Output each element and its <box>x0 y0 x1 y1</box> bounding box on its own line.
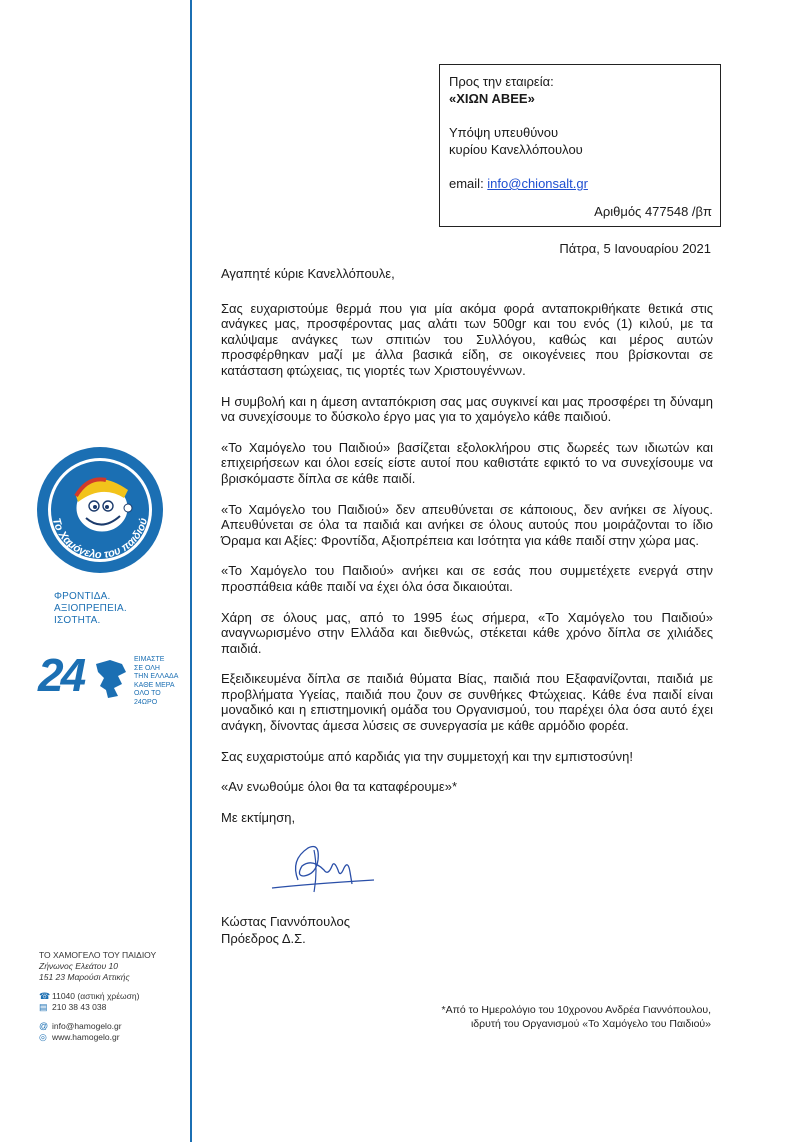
contact-email[interactable]: info@hamogelo.gr <box>52 1021 122 1031</box>
footnote <box>442 1003 711 1031</box>
closing-line: Με εκτίμηση, <box>221 809 296 825</box>
badge-number: 24 <box>38 649 84 701</box>
badge-text: ΕΙΜΑΣΤΕ ΣΕ ΟΛΗ ΤΗΝ ΕΛΛΑΔΑ ΚΑΘΕ ΜΕΡΑ ΟΛΟ ΤΟ 24ΩΡΟ <box>134 656 179 706</box>
footnote-line: *Από το Ημερολόγιο του 10χρονου Ανδρέα Γιαννόπουλου, <box>441 1004 711 1016</box>
recipient-email-link[interactable]: info@chionsalt.gr <box>487 176 588 191</box>
recipient-company: «ΧΙΩΝ ΑΒΕΕ» <box>449 91 535 106</box>
print-icon: ▤ <box>39 1002 48 1012</box>
recipient-email-line <box>449 175 720 192</box>
signer-block <box>221 913 350 947</box>
paragraph: Χάρη σε όλους μας, από το 1995 έως σήμερα, «Το Χαμόγελο του Παιδιού» αναγνωρισμένο στην Ελλάδα και διεθνώς, στέκεται κάθε χρόνο δίπλα σε χιλιάδες παιδιά. <box>221 609 713 656</box>
paragraph: Σας ευχαριστούμε θερμά που για μία ακόμα φορά ανταποκριθήκατε θετικά στις ανάγκες μας, προσφέροντας μας αλάτι των 500gr και του ενός (1) κιλού, με τα καλύψαμε ανάγκες των σπιτιών του Συλλόγου, καθώς και μέρος αυτών προσφέρθηκαν μαζί με άλλα βασικά είδη, σε οικογένειες που βρίσκονται σε κατάσταση φτώχειας, τις γιορτές των Χριστουγέννων. <box>221 300 713 378</box>
letter-date: Πάτρα, 5 Ιανουαρίου 2021 <box>559 241 711 256</box>
web-icon: ◎ <box>39 1032 47 1042</box>
email-label: email: <box>449 176 488 191</box>
greeting: Αγαπητέ κύριε Κανελλόπουλε, <box>221 266 395 281</box>
footnote-line: ιδρυτή του Οργανισμού «Το Χαμόγελο του Παιδιού» <box>470 1018 711 1030</box>
tagline-care: ΦΡΟΝΤΙΔΑ. <box>54 591 111 602</box>
badge-24h <box>38 649 183 706</box>
paragraph: Εξειδικευμένα δίπλα σε παιδιά θύματα Βίας, παιδιά που Εξαφανίζονται, παιδιά με προβλήματα Υγείας, παιδιά που ζουν σε συνθήκες Φτώχειας. Κάθε ένα παιδί είναι μοναδικό και η επιστημονική ομάδα του Οργανισμού, του παρέχει όλα όσα αυτό έχει ανάγκη, δίνοντας άμεσα λύσεις σε συνεργασία με κάθε αρμόδιο φορέα. <box>221 671 713 734</box>
tagline <box>54 591 127 627</box>
recipient-box <box>439 64 721 227</box>
recipient-attention: Υπόψη υπευθύνου <box>449 125 559 140</box>
contact-org: ΤΟ ΧΑΜΟΓΕΛΟ ΤΟΥ ΠΑΙΔΙΟΥ <box>39 950 157 960</box>
contact-web[interactable]: www.hamogelo.gr <box>52 1032 120 1042</box>
contact-phone: 210 38 43 038 <box>52 1002 107 1012</box>
paragraph: «Το Χαμόγελο του Παιδιού» ανήκει και σε εσάς που συμμετέχετε ενεργά στην προσπάθεια κάθε παιδί να έχει όλα όσα δικαιούται. <box>221 563 713 594</box>
contact-street: Ζήνωνος Ελεάτου 10 <box>39 961 118 971</box>
svg-text:Το Χαμόγελο του παιδιού: Το Χαμόγελο του παιδιού <box>49 516 151 562</box>
contact-block <box>39 950 156 1043</box>
phone-icon: ☎ <box>39 991 51 1001</box>
reference-number: Αριθμός 477548 /βπ <box>594 204 712 219</box>
greece-map-icon <box>92 658 132 700</box>
at-icon: @ <box>39 1021 49 1031</box>
signer-name: Κώστας Γιαννόπουλος <box>221 914 351 929</box>
paragraph: Η συμβολή και η άμεση ανταπόκριση σας μας συγκινεί και μας προσφέρει τη δύναμη να συνεχίσουμε το δύσκολο έργο μας για το χαμόγελο κάθε παιδιού. <box>221 393 713 425</box>
contact-hotline: 11040 (αστική χρέωση) <box>52 991 140 1001</box>
contact-city: 151 23 Μαρούσι Αττικής <box>39 972 130 982</box>
letter-body <box>221 266 713 840</box>
tagline-equality: ΙΣΟΤΗΤΑ. <box>54 615 101 626</box>
signer-title: Πρόεδρος Δ.Σ. <box>221 931 306 946</box>
sidebar-divider <box>190 0 192 1142</box>
recipient-person: κυρίου Κανελλόπουλου <box>449 142 583 157</box>
paragraph: «Το Χαμόγελο του Παιδιού» βασίζεται εξολοκλήρου στις δωρεές των ιδιωτών και επιχειρήσεων και όλοι εσείς είστε αυτοί που καθιστάτε εφικτό το να συνεχίσουμε να βρισκόμαστε δίπλα σε κάθε παιδί. <box>221 439 713 486</box>
smile-of-the-child-logo <box>36 446 164 574</box>
paragraph: «Το Χαμόγελο του Παιδιού» δεν απευθύνεται σε κάποιους, δεν ανήκει σε λίγους. Απευθύνεται σε όλα τα παιδιά και ανήκει σε όλους αυτούς που μοιράζονται το ίδιο Όραμα και Αξίες: Φροντίδα, Αξιοπρέπεια και Ισότητα για κάθε παιδί στην χώρα μας. <box>221 501 713 548</box>
recipient-to-label: Προς την εταιρεία: <box>449 74 554 89</box>
handwritten-signature <box>268 840 378 900</box>
motto-line: «Αν ενωθούμε όλοι θα τα καταφέρουμε»* <box>221 779 457 795</box>
tagline-dignity: ΑΞΙΟΠΡΕΠΕΙΑ. <box>54 603 127 614</box>
thanks-line: Σας ευχαριστούμε από καρδιάς για την συμμετοχή και την εμπιστοσύνη! <box>221 748 633 764</box>
